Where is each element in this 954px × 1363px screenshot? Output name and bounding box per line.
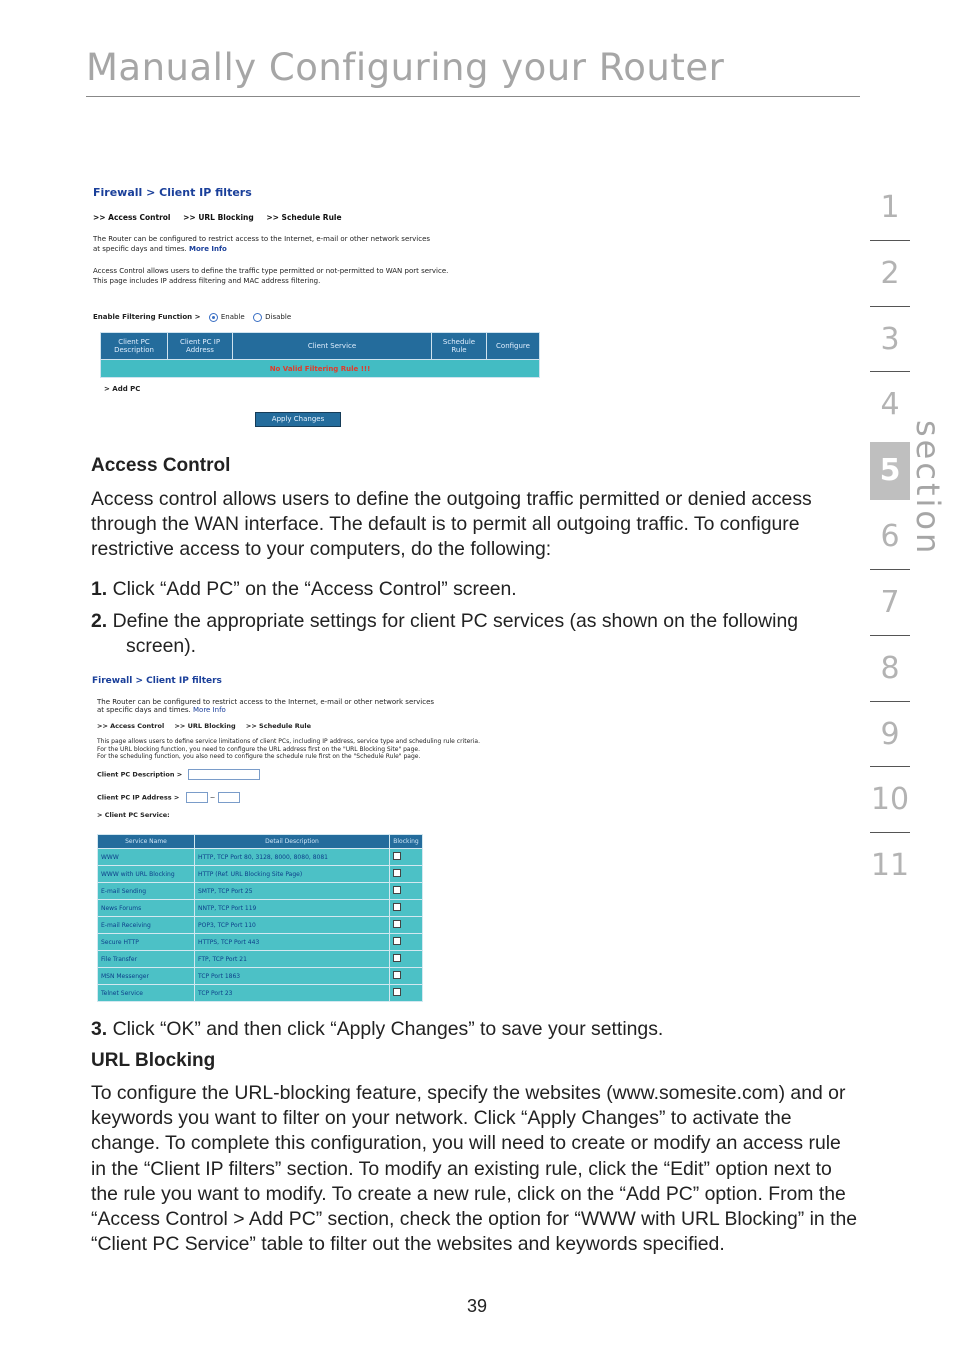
url-blocking-link[interactable]: >> URL Blocking — [183, 213, 254, 222]
section-3[interactable]: 3 — [870, 307, 910, 373]
service-detail: TCP Port 1863 — [195, 968, 390, 985]
service-detail: TCP Port 23 — [195, 985, 390, 1002]
disable-radio[interactable] — [253, 313, 262, 322]
service-detail: HTTP, TCP Port 80, 3128, 8000, 8080, 8081 — [195, 849, 390, 866]
col-description: Client PC Description — [101, 333, 168, 360]
section-label — [905, 420, 954, 557]
col-client-service: Client Service — [233, 333, 432, 360]
service-name: Telnet Service — [98, 985, 195, 1002]
table-row — [98, 900, 423, 917]
section-7[interactable]: 7 — [870, 570, 910, 636]
enable-label: Enable — [220, 313, 245, 321]
client-pc-ip-label: Client PC IP Address > — [97, 793, 180, 801]
blocking-checkbox[interactable] — [393, 920, 401, 928]
service-detail: HTTPS, TCP Port 443 — [195, 934, 390, 951]
service-name: WWW with URL Blocking — [98, 866, 195, 883]
blocking-checkbox[interactable] — [393, 886, 401, 894]
col-service-name: Service Name — [98, 835, 195, 849]
access-control-text-b: This page includes IP address filtering and MAC address filtering. — [93, 277, 321, 285]
more-info-link[interactable]: More Info — [189, 245, 227, 253]
ip-end-input[interactable] — [218, 792, 240, 803]
service-detail: FTP, TCP Port 21 — [195, 951, 390, 968]
step-3-number: 3. — [91, 1018, 108, 1040]
step-1-number: 1. — [91, 578, 108, 600]
col-blocking: Blocking — [390, 835, 423, 849]
screenshot2-more-info[interactable]: More Info — [193, 706, 226, 714]
service-name: E-mail Sending — [98, 883, 195, 900]
no-rule-message: No Valid Filtering Rule !!! — [101, 360, 540, 378]
ip-start-input[interactable] — [186, 792, 208, 803]
step-3 — [91, 1017, 863, 1042]
table-row — [98, 849, 423, 866]
table-row — [98, 934, 423, 951]
apply-changes-button[interactable]: Apply Changes — [255, 412, 341, 427]
client-pc-description-label: Client PC Description > — [97, 770, 183, 778]
service-name: Secure HTTP — [98, 934, 195, 951]
service-table — [97, 834, 423, 1002]
blocking-checkbox[interactable] — [393, 988, 401, 996]
intro-text-b: at specific days and times. — [93, 245, 187, 253]
section-11[interactable]: 11 — [870, 848, 910, 884]
screenshot2-intro-b: at specific days and times. — [97, 706, 191, 714]
service-name: News Forums — [98, 900, 195, 917]
step-2-number: 2. — [91, 610, 108, 632]
table-row — [98, 917, 423, 934]
step-2 — [91, 609, 863, 659]
section-5-active[interactable]: 5 — [870, 442, 910, 500]
blocking-checkbox[interactable] — [393, 869, 401, 877]
service-name: File Transfer — [98, 951, 195, 968]
title-divider — [86, 96, 860, 97]
step-2-text: Define the appropriate settings for client PC services (as shown on the following — [112, 610, 799, 632]
disable-label: Disable — [265, 313, 292, 321]
table-row — [98, 883, 423, 900]
table-row — [98, 951, 423, 968]
service-detail: POP3, TCP Port 110 — [195, 917, 390, 934]
page-number: 39 — [466, 1296, 488, 1316]
s2-paragraph-2: For the URL blocking function, you need to configure the URL address first on the "URL Blocking Site" page. — [97, 745, 421, 753]
ip-range-separator: ~ — [209, 793, 216, 801]
access-control-heading: Access Control — [91, 455, 231, 476]
s2-schedule-rule-link[interactable]: >> Schedule Rule — [245, 722, 312, 730]
add-pc-link[interactable]: > Add PC — [104, 385, 141, 393]
url-blocking-text: To configure the URL-blocking feature, specify the websites (www.somesite.com) and or keywords you want to filter on your network. Click “Apply Changes” to activate the change. To complete this configuration, you will need to create or modify an access rule in the “Client IP filters” section. To modify an existing rule, click the “Edit” option next to the rule you want to modify. To create a new rule, click on the “Add PC” option. From the “Access Control > Add PC” section, check the option for “WWW with URL Blocking” in the “Client PC Service” table to filter out the websites and keywords specified. — [91, 1082, 858, 1256]
table-row — [98, 968, 423, 985]
url-blocking-heading: URL Blocking — [91, 1050, 216, 1071]
step-2-continued: screen). — [126, 635, 197, 658]
service-detail: NNTP, TCP Port 119 — [195, 900, 390, 917]
blocking-checkbox[interactable] — [393, 937, 401, 945]
blocking-checkbox[interactable] — [393, 954, 401, 962]
service-detail: SMTP, TCP Port 25 — [195, 883, 390, 900]
intro-text: The Router can be configured to restrict access to the Internet, e-mail or other network services — [93, 235, 431, 243]
page-title: Manually Configuring your Router — [86, 46, 725, 89]
section-6[interactable]: 6 — [870, 504, 910, 570]
add-pc-screenshot — [92, 676, 512, 1006]
screenshot2-intro: The Router can be configured to restrict access to the Internet, e-mail or other network services — [97, 698, 435, 706]
section-10[interactable]: 10 — [870, 767, 910, 833]
s2-paragraph-3: For the scheduling function, you also need to configure the schedule rule first on the "Schedule Rule" page. — [97, 753, 421, 760]
section-9[interactable]: 9 — [870, 702, 910, 768]
step-1 — [91, 577, 863, 602]
blocking-checkbox[interactable] — [393, 903, 401, 911]
col-ip-address: Client PC IP Address — [168, 333, 233, 360]
filter-table — [100, 332, 540, 378]
service-name: MSN Messenger — [98, 968, 195, 985]
section-1[interactable]: 1 — [870, 175, 910, 241]
blocking-checkbox[interactable] — [393, 852, 401, 860]
screenshot2-title: Firewall > Client IP filters — [92, 676, 222, 686]
s2-url-blocking-link[interactable]: >> URL Blocking — [174, 722, 236, 730]
col-detail-description: Detail Description — [195, 835, 390, 849]
screenshot-links — [93, 213, 553, 222]
section-4[interactable]: 4 — [880, 387, 900, 423]
table-row — [98, 985, 423, 1002]
enable-radio[interactable] — [209, 313, 218, 322]
s2-paragraph-1: This page allows users to define service limitations of client PCs, including IP address, service type and scheduling rule criteria. — [97, 738, 480, 745]
step-3-text: Click “OK” and then click “Apply Changes” to save your settings. — [112, 1018, 664, 1040]
client-pc-description-input[interactable] — [188, 769, 260, 780]
access-control-link[interactable]: >> Access Control — [93, 213, 171, 222]
enable-filtering-label: Enable Filtering Function > — [93, 313, 201, 321]
col-configure: Configure — [487, 333, 540, 360]
blocking-checkbox[interactable] — [393, 971, 401, 979]
access-control-intro: Access control allows users to define the outgoing traffic permitted or denied access through the WAN interface. The default is to permit all outgoing traffic. To configure restrictive access to your computers, do the following: — [91, 488, 812, 561]
s2-access-control-link[interactable]: >> Access Control — [97, 722, 165, 730]
access-control-text: Access Control allows users to define the traffic type permitted or not-permitted to WAN port service. — [93, 267, 449, 275]
client-pc-service-label: > Client PC Service: — [97, 810, 170, 819]
section-nav — [870, 175, 910, 899]
section-8[interactable]: 8 — [870, 636, 910, 702]
table-row — [98, 866, 423, 883]
col-schedule-rule: Schedule Rule — [432, 333, 487, 360]
section-label-text: section — [909, 420, 947, 557]
service-name: E-mail Receiving — [98, 917, 195, 934]
service-detail: HTTP (Ref. URL Blocking Site Page) — [195, 866, 390, 883]
schedule-rule-link[interactable]: >> Schedule Rule — [266, 213, 342, 222]
screenshot-title: Firewall > Client IP filters — [93, 186, 252, 199]
client-ip-filters-screenshot — [93, 186, 553, 431]
section-2[interactable]: 2 — [870, 241, 910, 307]
step-1-text: Click “Add PC” on the “Access Control” screen. — [112, 578, 517, 600]
service-name: WWW — [98, 849, 195, 866]
